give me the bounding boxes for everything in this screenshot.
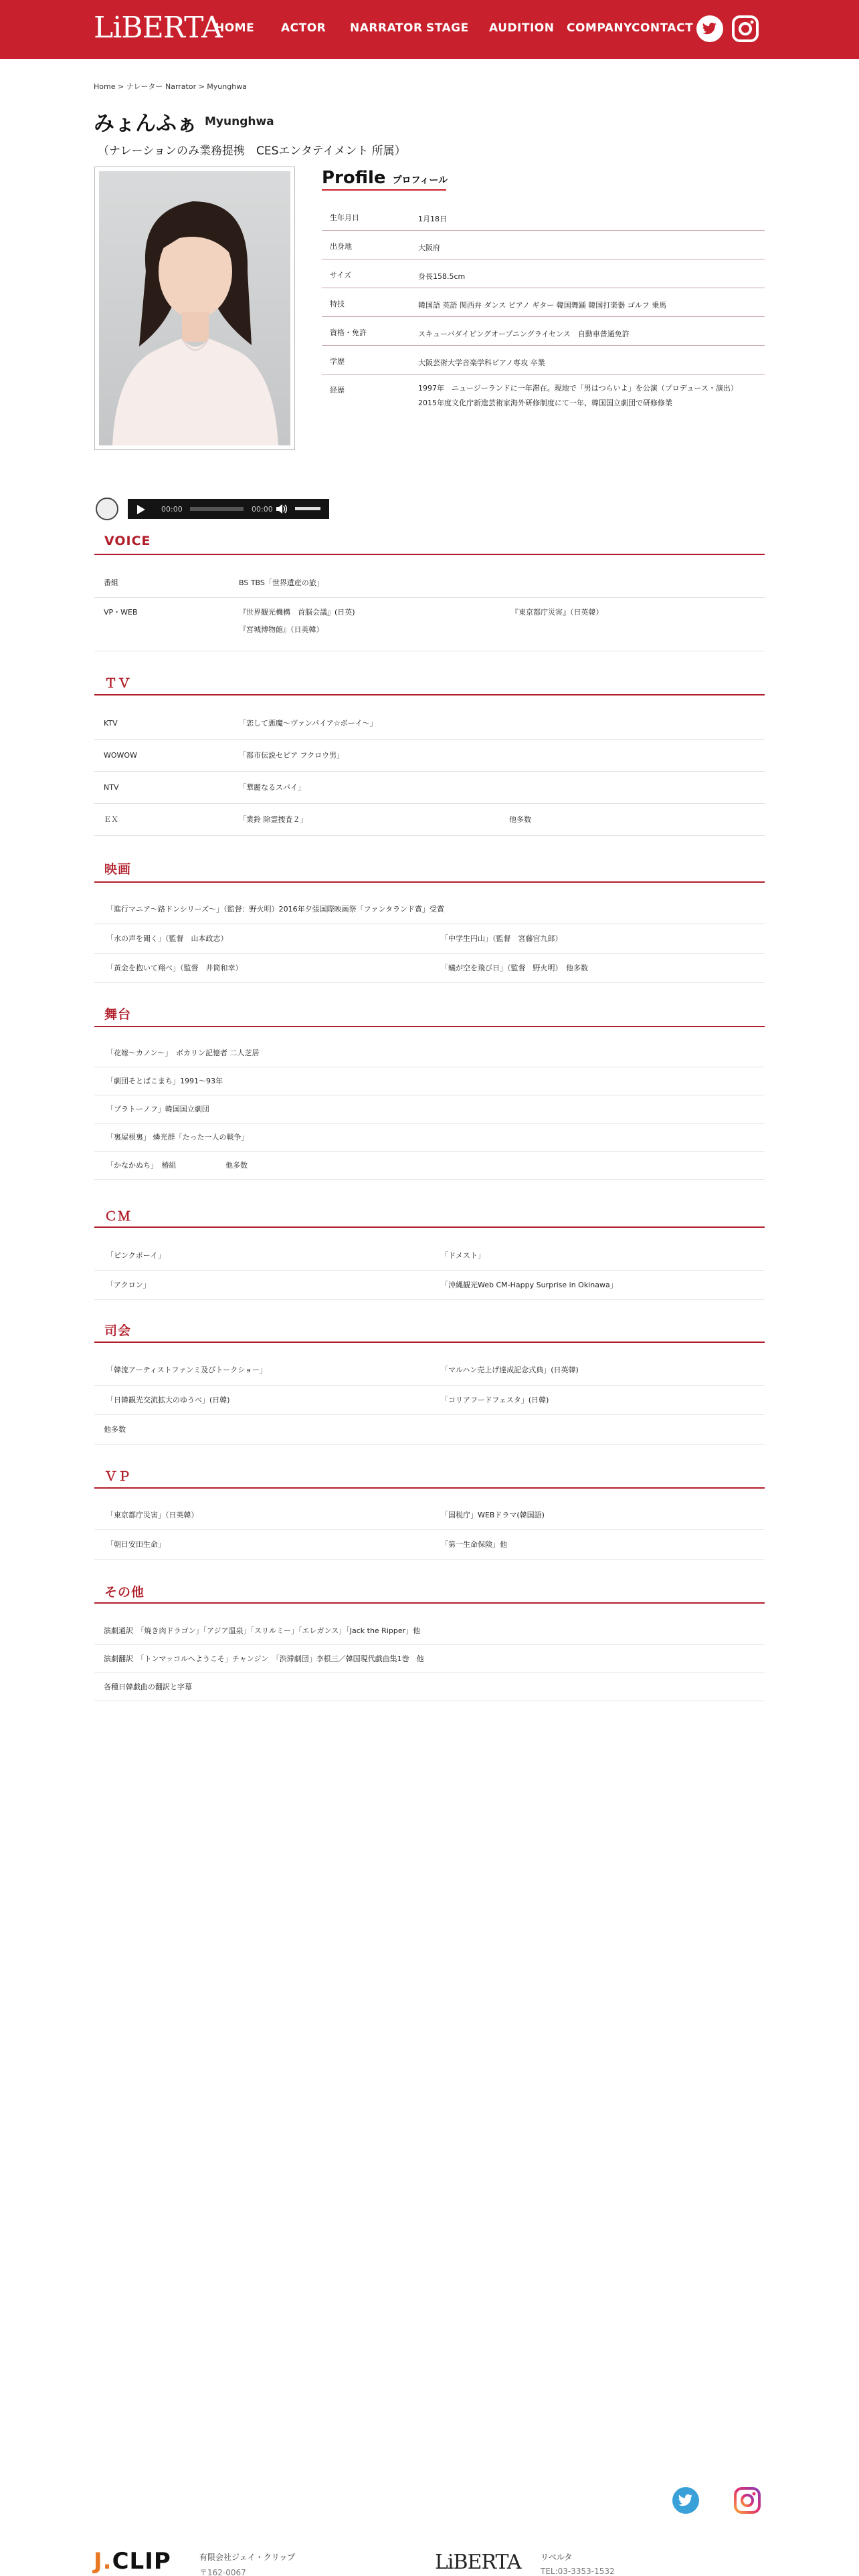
table-row bbox=[94, 740, 765, 772]
nav-home[interactable]: HOME bbox=[215, 21, 255, 35]
table-row bbox=[94, 708, 765, 740]
talent-name-en: Myunghwa bbox=[205, 115, 274, 128]
talent-photo bbox=[99, 171, 290, 445]
table-row bbox=[94, 1039, 765, 1067]
row-item: 「進行マニア〜路ドンシリーズ〜」（監督：野火明）2016年夕張国際映画祭「ファンタランド賞」受賞 bbox=[106, 905, 445, 914]
row-item: 『世界観光機構 首脳会議』(日英) bbox=[239, 608, 355, 617]
audio-player bbox=[128, 499, 329, 519]
profile-value: 1月18日 bbox=[418, 215, 447, 223]
table-row bbox=[94, 1415, 765, 1444]
table-row bbox=[94, 1386, 765, 1415]
profile-key: 経歴 bbox=[330, 386, 345, 395]
profile-key: サイズ bbox=[330, 271, 352, 280]
table-row bbox=[94, 1271, 765, 1300]
row-item: 「劇団そとばこまち」1991〜93年 bbox=[106, 1077, 223, 1085]
profile-title-en: Profile bbox=[322, 168, 386, 188]
volume-slider[interactable] bbox=[295, 507, 320, 510]
row-item: 「国税庁」WEBドラマ(韓国語) bbox=[441, 1511, 545, 1519]
table-row bbox=[94, 1645, 765, 1673]
section-title-tv: ＴＶ bbox=[104, 676, 132, 691]
table-row bbox=[94, 772, 765, 804]
row-item: 「恋して悪魔〜ヴァンパイア☆ボーイ〜」 bbox=[239, 719, 377, 728]
row-label: VP・WEB bbox=[104, 608, 138, 617]
row-item: 「裏屋根裏」 燐光群「たった一人の戦争」 bbox=[106, 1133, 249, 1142]
section-divider bbox=[94, 1226, 765, 1228]
liberta-tel: TEL:03-3353-1532 bbox=[541, 2567, 615, 2576]
talent-name-jp: みょんふぁ bbox=[94, 112, 197, 136]
microphone-icon bbox=[96, 498, 118, 520]
table-row bbox=[94, 1152, 765, 1180]
row-item: 演劇翻訳 「トンマッコルへようこそ」チャンジン 「渋滞劇団」李根三／韓国現代戯曲集1巻 他 bbox=[104, 1654, 424, 1663]
profile-row-skills bbox=[322, 288, 765, 317]
nav-company[interactable]: COMPANY bbox=[567, 21, 632, 35]
liberta-footer-logo[interactable]: LiBERTA bbox=[435, 2551, 521, 2574]
site-logo[interactable]: LiBERTA bbox=[94, 11, 222, 45]
profile-row-licenses bbox=[322, 317, 765, 346]
section-divider bbox=[94, 1026, 765, 1027]
profile-value: スキューバダイビングオープニングライセンス 自動車普通免許 bbox=[418, 330, 630, 338]
play-icon[interactable] bbox=[137, 505, 145, 514]
row-item: 『東京都庁災害』（日英韓） bbox=[511, 608, 603, 617]
profile-row-size bbox=[322, 259, 765, 288]
profile-row-education bbox=[322, 346, 765, 374]
audio-progress-bar[interactable] bbox=[190, 507, 244, 511]
row-item: 「黄金を抱いて翔べ」（監督 井筒和幸） bbox=[106, 964, 243, 972]
nav-narrator[interactable]: NARRATOR bbox=[350, 21, 423, 35]
profile-row-career bbox=[322, 374, 765, 420]
site-header bbox=[0, 0, 859, 59]
footer-twitter-icon[interactable] bbox=[672, 2486, 700, 2514]
row-item: 「蟻が空を飛び日」（監督 野火明） 他多数 bbox=[441, 964, 588, 972]
row-item: 「第一生命保険」他 bbox=[441, 1540, 507, 1549]
table-row bbox=[94, 1530, 765, 1560]
audio-current-time: 00:00 bbox=[161, 505, 183, 514]
profile-value: 1997年 ニュージーランドに一年滞在。現地で「男はつらいよ」を公演（プロデュース・演出） 2015年度文化庁新進芸術家海外研修制度にて一年、韓国国立劇団で研修修業 bbox=[418, 384, 738, 407]
profile-key: 学歴 bbox=[330, 357, 345, 366]
profile-value: 大阪府 bbox=[418, 243, 440, 252]
profile-key: 資格・免許 bbox=[330, 328, 367, 337]
row-item: 「かなかぬち」 椿組 bbox=[106, 1161, 177, 1170]
twitter-icon[interactable] bbox=[696, 15, 724, 43]
row-item: 「中学生円山」（監督 宮藤官九郎） bbox=[441, 934, 563, 943]
section-divider bbox=[94, 694, 765, 695]
profile-heading bbox=[322, 168, 448, 188]
profile-table bbox=[322, 202, 765, 420]
row-item: 演劇通訳 「焼き肉ドラゴン」「アジア温泉」「スリルミー」「エレガンス」「Jack the Ripper」他 bbox=[104, 1626, 421, 1635]
jclip-company-name: 有限会社ジェイ・クリップ bbox=[199, 2553, 296, 2562]
table-row bbox=[94, 1067, 765, 1095]
table-row bbox=[94, 1617, 765, 1645]
jclip-logo[interactable]: J.CLIP bbox=[94, 2548, 171, 2575]
instagram-icon[interactable] bbox=[731, 15, 759, 43]
row-item: 「沖縄観光Web CM-Happy Surprise in Okinawa」 bbox=[441, 1281, 617, 1289]
jclip-zip: 〒162-0067 bbox=[199, 2568, 246, 2576]
row-item: BS TBS「世界遺産の旅」 bbox=[239, 578, 324, 587]
row-item: 「東京都庁災害」（日英韓） bbox=[106, 1511, 199, 1519]
profile-key: 特技 bbox=[330, 300, 345, 308]
row-item: 他多数 bbox=[509, 815, 531, 824]
profile-key: 出身地 bbox=[330, 242, 352, 251]
liberta-name: リベルタ bbox=[541, 2553, 573, 2562]
section-divider bbox=[94, 881, 765, 883]
section-title-stage: 舞台 bbox=[104, 1007, 132, 1022]
row-item: 「ドメスト」 bbox=[441, 1251, 485, 1260]
profile-row-birthday bbox=[322, 202, 765, 231]
profile-value: 韓国語 英語 関西弁 ダンス ピアノ ギター 韓国舞踊 韓国打楽器 ゴルフ 乗馬 bbox=[418, 301, 667, 310]
row-item: 「韓流アーティストファンミ及びトークショー」 bbox=[106, 1366, 268, 1374]
volume-icon[interactable] bbox=[276, 504, 287, 514]
nav-stage[interactable]: STAGE bbox=[426, 21, 469, 35]
table-row bbox=[94, 1095, 765, 1123]
row-item: 他多数 bbox=[225, 1161, 248, 1170]
row-item: 他多数 bbox=[104, 1425, 126, 1434]
nav-actor[interactable]: ACTOR bbox=[281, 21, 326, 35]
nav-contact[interactable]: CONTACT bbox=[632, 21, 694, 35]
section-title-other: その他 bbox=[104, 1585, 145, 1600]
profile-value: 大阪芸術大学音楽学科ピアノ専攻 卒業 bbox=[418, 358, 545, 367]
row-item: 各種日韓戯曲の翻訳と字幕 bbox=[104, 1683, 192, 1691]
section-title-vp: ＶＰ bbox=[104, 1469, 132, 1484]
row-label: 番組 bbox=[104, 578, 118, 587]
row-label: WOWOW bbox=[104, 751, 137, 760]
row-item: 『宮城博物館』（日英韓） bbox=[239, 625, 324, 634]
row-item: 「業鈴 除霊捜査２」 bbox=[239, 815, 308, 824]
table-row bbox=[94, 1501, 765, 1530]
row-item: 「マルハン売上げ達成記念式典」(日英韓) bbox=[441, 1366, 579, 1374]
section-divider bbox=[94, 1341, 765, 1343]
row-label: ＥＸ bbox=[104, 815, 118, 824]
audio-duration: 00:00 bbox=[252, 505, 273, 514]
row-item: 「コリアフードフェスタ」(日韓) bbox=[441, 1396, 549, 1404]
row-item: 「華麗なるスパイ」 bbox=[239, 783, 305, 792]
row-item: 「プラトーノフ」韓国国立劇団 bbox=[106, 1105, 209, 1113]
table-row bbox=[94, 924, 765, 954]
row-item: 「都市伝説セピア フクロウ男」 bbox=[239, 751, 345, 760]
section-title-cm: ＣＭ bbox=[104, 1209, 132, 1224]
profile-key: 生年月日 bbox=[330, 213, 359, 222]
section-title-movie: 映画 bbox=[104, 862, 132, 877]
table-row bbox=[94, 895, 765, 924]
table-row bbox=[94, 1355, 765, 1386]
row-label: NTV bbox=[104, 783, 119, 792]
row-item: 「ピンクボーイ」 bbox=[106, 1251, 165, 1260]
section-title-mc: 司会 bbox=[104, 1323, 132, 1338]
section-divider bbox=[94, 1487, 765, 1489]
table-row bbox=[94, 598, 765, 651]
talent-photo-frame bbox=[94, 167, 295, 450]
row-item: 「花嫁〜カノン〜」 ボカリン記憶者 二人芝居 bbox=[106, 1049, 260, 1057]
breadcrumb[interactable]: Home > ナレーター Narrator > Myunghwa bbox=[94, 82, 247, 91]
table-row bbox=[94, 1241, 765, 1271]
row-label: KTV bbox=[104, 719, 118, 728]
profile-value: 身長158.5cm bbox=[418, 272, 466, 281]
profile-title-underline bbox=[322, 189, 446, 191]
talent-affiliation: （ナレーションのみ業務提携 CESエンタテイメント 所属） bbox=[98, 144, 406, 158]
table-row bbox=[94, 568, 765, 598]
footer-instagram-icon[interactable] bbox=[733, 2486, 761, 2514]
table-row bbox=[94, 804, 765, 836]
table-row bbox=[94, 954, 765, 983]
profile-row-hometown bbox=[322, 231, 765, 259]
section-title-voice: VOICE bbox=[104, 534, 151, 548]
row-item: 「アクロン」 bbox=[106, 1281, 151, 1289]
table-row bbox=[94, 1123, 765, 1152]
row-item: 「水の声を聞く」（監督 山本政志） bbox=[106, 934, 228, 943]
section-divider bbox=[94, 554, 765, 555]
section-divider bbox=[94, 1602, 765, 1604]
table-row bbox=[94, 1673, 765, 1701]
row-item: 「朝日安田生命」 bbox=[106, 1540, 165, 1549]
profile-title-jp: プロフィール bbox=[392, 175, 448, 186]
nav-audition[interactable]: AUDITION bbox=[489, 21, 555, 35]
row-item: 「日韓観光交流拡大のゆうべ」(日韓) bbox=[106, 1396, 230, 1404]
